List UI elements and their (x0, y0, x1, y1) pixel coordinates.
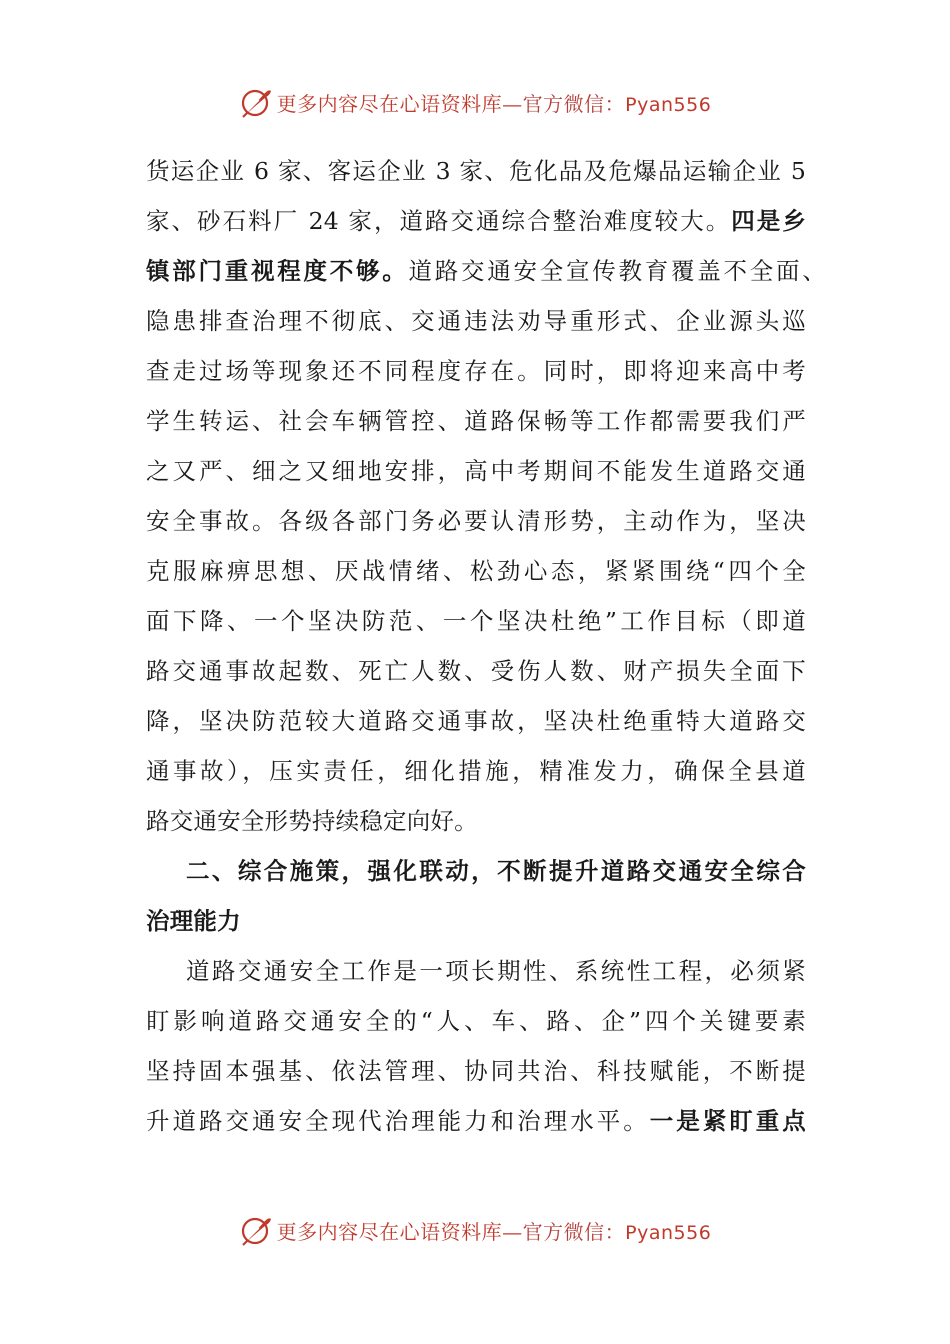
text-line (146, 946, 806, 996)
bold-lead-text: 四是乡 (731, 207, 806, 235)
banner-wechat-label: 官方微信： (522, 91, 626, 116)
line-text: 路交通安全形势持续稳定向好。 (146, 807, 478, 835)
line-text: 克服麻痹思想、厌战情绪、松劲心态，紧紧围绕“四个全 (146, 557, 806, 585)
section-heading-text: 二、综合施策，强化联动，不断提升道路交通安全综合 (186, 857, 806, 885)
banner-text (277, 1216, 712, 1245)
text-line (146, 446, 806, 496)
section-heading-line (146, 846, 806, 896)
line-text: 货运企业 6 家、客运企业 3 家、危化品及危爆品运输企业 5 (146, 157, 806, 185)
line-text: 坚持固本强基、依法管理、协同共治、科技赋能，不断提 (146, 1057, 806, 1085)
text-line (146, 396, 806, 446)
quill-pen-logo-icon (239, 1213, 273, 1247)
text-line (146, 746, 806, 796)
line-text: 道路交通安全宣传教育覆盖不全面、 (408, 257, 827, 285)
section-heading-line (146, 896, 806, 946)
text-line (146, 546, 806, 596)
banner-dash: — (502, 1219, 523, 1244)
line-text: 路交通事故起数、死亡人数、受伤人数、财产损失全面下 (146, 657, 806, 685)
text-line (146, 696, 806, 746)
header-watermark-banner (0, 82, 950, 122)
text-line (146, 1046, 806, 1096)
banner-main-text: 更多内容尽在心语资料库 (276, 1219, 503, 1244)
banner-wechat-label: 官方微信： (522, 1219, 626, 1244)
text-line (146, 796, 806, 846)
banner-dash: — (502, 91, 523, 116)
bold-lead-text: 镇部门重视程度不够。 (146, 257, 409, 285)
document-body (146, 146, 827, 1146)
text-line (146, 196, 806, 246)
line-text: 家、砂石料厂 24 家，道路交通综合整治难度较大。 (146, 207, 732, 235)
text-line (146, 296, 806, 346)
banner-text (277, 88, 712, 117)
text-line (146, 596, 806, 646)
bold-lead-text: 一是紧盯重点 (649, 1107, 806, 1135)
text-line (146, 496, 806, 546)
footer-watermark-banner (0, 1210, 950, 1250)
line-text: 查走过场等现象还不同程度存在。同时，即将迎来高中考 (146, 357, 806, 385)
banner-main-text: 更多内容尽在心语资料库 (276, 91, 503, 116)
line-text: 盯影响道路交通安全的“人、车、路、企”四个关键要素 (146, 1007, 806, 1035)
quill-pen-logo-icon (239, 85, 273, 119)
line-text: 面下降、一个坚决防范、一个坚决杜绝”工作目标（即道 (146, 607, 806, 635)
line-text: 隐患排查治理不彻底、交通违法劝导重形式、企业源头巡 (146, 307, 806, 335)
text-line (146, 646, 806, 696)
banner-wechat-id: Pyan556 (625, 93, 712, 116)
line-text: 之又严、细之又细地安排，高中考期间不能发生道路交通 (146, 457, 806, 485)
text-line (146, 996, 806, 1046)
line-text: 降，坚决防范较大道路交通事故，坚决杜绝重特大道路交 (146, 707, 806, 735)
section-heading-text: 治理能力 (146, 907, 241, 935)
line-text: 道路交通安全工作是一项长期性、系统性工程，必须紧 (186, 957, 806, 985)
line-text: 学生转运、社会车辆管控、道路保畅等工作都需要我们严 (146, 407, 806, 435)
text-line (146, 346, 806, 396)
text-line (146, 146, 806, 196)
text-line (146, 246, 826, 296)
text-line (146, 1096, 806, 1146)
line-text: 安全事故。各级各部门务必要认清形势，主动作为，坚决 (146, 507, 806, 535)
line-text: 通事故），压实责任，细化措施，精准发力，确保全县道 (146, 757, 806, 785)
line-text: 升道路交通安全现代治理能力和治理水平。 (146, 1107, 650, 1135)
banner-wechat-id: Pyan556 (625, 1221, 712, 1244)
